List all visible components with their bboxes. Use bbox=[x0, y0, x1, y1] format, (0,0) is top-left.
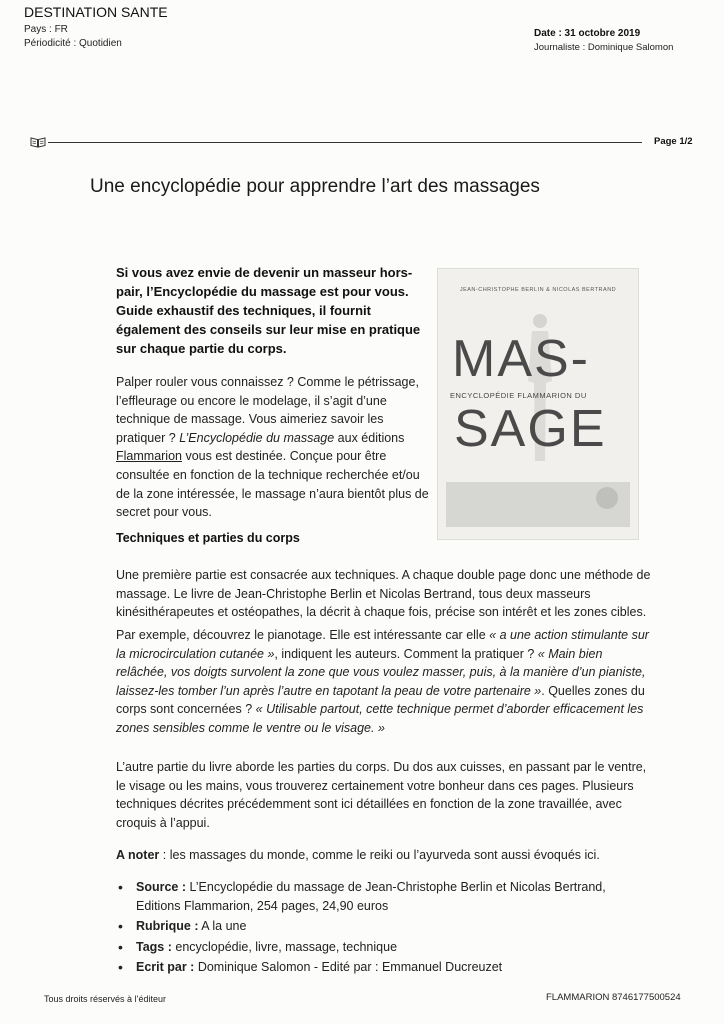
note-label: A noter bbox=[116, 848, 160, 862]
country-label: Pays : FR bbox=[24, 24, 68, 35]
p1-text-a: Palper rouler vous connaissez ? Comme le pétrissage, l’effleurage ou encore le modelage, il s’agit d’une technique de massage. Vous aimeriez savoir les pratiquer ? bbox=[116, 375, 419, 445]
p1-book-title: L’Encyclopédie du massage bbox=[179, 430, 335, 445]
paragraph-4: L’autre partie du livre aborde les parties du corps. Du dos aux cuisses, en passant par le ventre, le visage ou les mains, vous trouverez certainement votre bonheur dans ces pages. Plusieurs techniques décrites précédemment sont ici détaillées en fonction de la zone travaillée, avec croquis à l’appui. bbox=[116, 760, 647, 830]
cover-badge bbox=[596, 487, 618, 509]
p3-quote-3: « Utilisable partout, cette technique permet d’aborder efficacement les zones sensibles comme le ventre ou le visage. » bbox=[116, 702, 644, 735]
p3-text-a: Par exemple, découvrez le pianotage. Elle est intéressante car elle bbox=[116, 628, 490, 642]
cover-authors: JEAN-CHRISTOPHE BERLIN & NICOLAS BERTRAND bbox=[459, 287, 617, 293]
journalist-label: Journaliste : Dominique Salomon bbox=[534, 42, 674, 53]
detail-text: A la une bbox=[198, 919, 247, 934]
detail-text: L’Encyclopédie du massage de Jean-Christophe Berlin et Nicolas Bertrand, Editions Flammarion, 254 pages, 24,90 euros bbox=[136, 880, 606, 913]
p3-quote-1: « a une action stimulante sur la microcirculation cutanée » bbox=[116, 628, 649, 661]
periodicity-label: Périodicité : Quotidien bbox=[24, 38, 122, 49]
publication-name: DESTINATION SANTE bbox=[24, 4, 168, 20]
article-date: Date : 31 octobre 2019 bbox=[534, 28, 641, 39]
paragraph-2: Une première partie est consacrée aux techniques. A chaque double page donc une méthode de massage. Le livre de Jean-Christophe Berlin et Nicolas Bertrand, tous deux masseurs kinésithérapeutes et ostéopathes, la décrit à chaque fois, précise son intérêt et les zones cibles. bbox=[116, 568, 651, 620]
page-number: Page 1/2 bbox=[654, 136, 693, 147]
book-cover-image bbox=[437, 268, 639, 540]
cover-subtitle: ENCYCLOPÉDIE FLAMMARION DU bbox=[450, 391, 587, 400]
p1-text-e: vous est destinée. Conçue pour être consultée en fonction de la technique recherchée et/ou de la zone intéressée, le massage n’aura bientôt plus de secret pour vous. bbox=[116, 449, 429, 520]
paragraph-1 bbox=[116, 373, 432, 522]
detail-text: encyclopédie, livre, massage, technique bbox=[171, 939, 398, 954]
note-paragraph bbox=[116, 846, 656, 865]
p3-text-e: . Quelles zones du corps sont concernées ? bbox=[116, 683, 645, 717]
publisher-link[interactable]: Flammarion bbox=[116, 449, 182, 464]
note-text: : les massages du monde, comme le reiki ou l’ayurveda sont aussi évoqués ici. bbox=[159, 848, 600, 862]
article-intro: Si vous avez envie de devenir un masseur hors-pair, l’Encyclopédie du massage est pour vous. Guide exhaustif des techniques, il fournit également des conseils sur leur mise en pratique sur chaque partie du corps. bbox=[116, 265, 421, 356]
list-item bbox=[118, 917, 638, 936]
p3-quote-2: « Main bien relâchée, vos doigts survolent la zone que vous voulez masser, puis, à la manière d’un pianiste, laissez-les tomber l’un après l’autre en tapotant la peau de votre partenaire » bbox=[116, 646, 646, 698]
article-title: Une encyclopédie pour apprendre l’art des massages bbox=[90, 176, 540, 197]
p1-text-c: aux éditions bbox=[334, 430, 405, 445]
list-item bbox=[118, 938, 638, 957]
detail-text: Dominique Salomon - Edité par : Emmanuel Ducreuzet bbox=[194, 960, 503, 975]
paragraph-3 bbox=[116, 626, 656, 738]
document-code: FLAMMARION 8746177500524 bbox=[546, 992, 681, 1003]
detail-label: Tags : bbox=[136, 939, 172, 954]
p3-text-c: , indiquent les auteurs. Comment la pratiquer ? bbox=[274, 646, 538, 661]
detail-label: Rubrique : bbox=[136, 919, 199, 934]
detail-label: Ecrit par : bbox=[136, 960, 195, 975]
book-icon bbox=[30, 136, 46, 148]
cover-title-line1: MAS- bbox=[452, 330, 590, 388]
header-rule bbox=[48, 142, 642, 143]
list-item bbox=[118, 878, 638, 915]
details-list bbox=[118, 878, 638, 979]
section-title: Techniques et parties du corps bbox=[116, 531, 300, 545]
rights-notice: Tous droits réservés à l’éditeur bbox=[44, 994, 167, 1004]
cover-title-line2: SAGE bbox=[454, 400, 607, 458]
detail-label: Source : bbox=[136, 880, 187, 894]
list-item bbox=[118, 958, 638, 977]
